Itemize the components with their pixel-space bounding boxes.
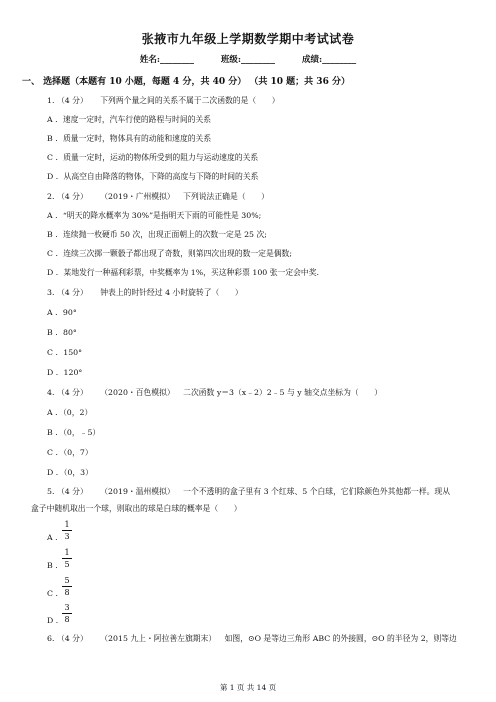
q3-option-d[interactable]: D ．120° [47, 368, 83, 377]
q3-option-a[interactable]: A ．90° [47, 308, 77, 317]
question-6: 6. （4 分） （2015 九上・阿拉善左旗期末） 如图，⊙O 是等边三角形 ABC 的外接圆，⊙O 的半径为 2，则等边 [47, 634, 457, 643]
question-4: 4. （4 分） （2020・百色模拟） 二次函数 y＝3（x﹣2）2﹣5 与 y 轴交点坐标为（ ） [47, 388, 383, 397]
q4-option-a[interactable]: A ．（0，2） [47, 408, 93, 417]
q5-option-d[interactable]: D ． [47, 616, 64, 625]
q2-option-a[interactable]: A ．“明天的降水概率为 30%”是指明天下雨的可能性是 30%; [47, 211, 262, 220]
q3-option-c[interactable]: C ．150° [47, 348, 83, 357]
q4-option-b[interactable]: B ．（0，﹣5） [47, 428, 101, 437]
q1-option-d[interactable]: D ．从高空自由降落的物体，下降的高度与下降的时间的关系 [47, 172, 259, 181]
page-footer: 第 1 页 共 14 页 [219, 683, 277, 692]
q2-option-c[interactable]: C ．连续三次掷一颗骰子都出现了奇数，则第四次出现的数一定是偶数; [47, 249, 292, 258]
name-field[interactable]: 姓名:________ [139, 55, 194, 65]
question-5-continued: 盒子中随机取出一个球，则取出的球是白球的概率是（ ） [31, 504, 242, 513]
q5-fraction-d: 3 8 [62, 603, 72, 624]
q1-option-b[interactable]: B ．质量一定时，物体具有的动能和速度的关系 [47, 134, 212, 143]
q1-option-c[interactable]: C ．质量一定时，运动的物体所受到的阻力与运动速度的关系 [47, 153, 259, 162]
question-5: 5. （4 分） （2019・温州模拟） 一个不透明的盒子里有 3 个红球、5 个白球，它们除颜色外其他都一样。现从 [47, 487, 451, 496]
q2-option-d[interactable]: D ．某地发行一种福利彩票，中奖概率为 1%，买这种彩票 100 张一定会中奖. [47, 268, 320, 277]
q5-fraction-b: 1 5 [62, 548, 72, 569]
section-heading: 一、 选择题（本题有 10 小题，每题 4 分，共 40 分） （共 10 题；共 36 分） [22, 77, 350, 87]
q2-option-b[interactable]: B ．连续抛一枚硬币 50 次，出现正面朝上的次数一定是 25 次; [47, 230, 267, 239]
score-field[interactable]: 成绩:________ [302, 55, 357, 65]
q1-option-a[interactable]: A ．速度一定时，汽车行使的路程与时间的关系 [47, 115, 212, 124]
q5-option-b[interactable]: B ． [47, 561, 64, 570]
q5-option-c[interactable]: C ． [47, 589, 64, 598]
question-2: 2. （4 分） （2019・广州模拟） 下列说法正确是（ ） [47, 192, 269, 201]
q5-fraction-c: 5 8 [62, 576, 72, 597]
student-info [0, 53, 496, 65]
q4-option-c[interactable]: C ．（0，7） [47, 448, 93, 457]
q4-option-d[interactable]: D ．（0，3） [47, 468, 93, 477]
q5-fraction-a: 1 3 [62, 520, 72, 541]
q3-option-b[interactable]: B ．80° [47, 328, 77, 337]
page-title: 张掖市九年级上学期数学期中考试试卷 [141, 32, 355, 46]
question-1: 1. （4 分） 下列两个量之间的关系不属于二次函数的是（ ） [47, 96, 280, 105]
q5-option-a[interactable]: A ． [47, 533, 63, 542]
question-3: 3. （4 分） 钟表上的时针经过 4 小时旋转了（ ） [47, 288, 243, 297]
class-field[interactable]: 班级:________ [220, 55, 276, 65]
